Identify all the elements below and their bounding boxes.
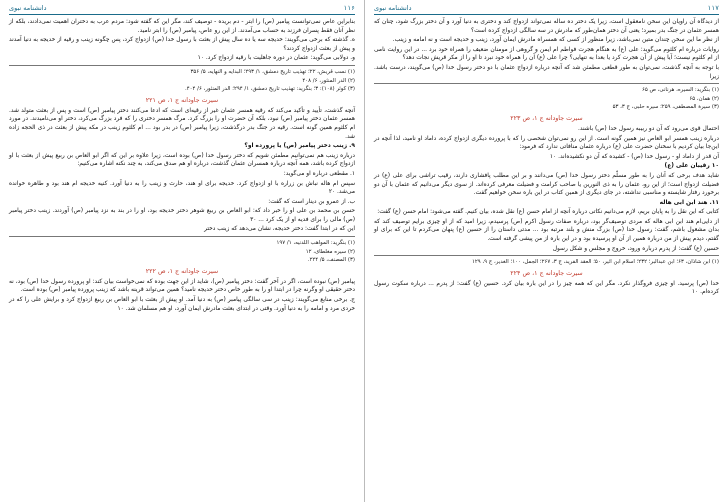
footnotes	[9, 239, 355, 265]
section-link[interactable]: سیرت جاودانه ج ۱، ص ۲۲۳	[510, 114, 583, 122]
paragraph: از نظر ما این سخن چندان متین نمی‌باشد، زیرا منظور از کسی که همسراه مادرش ایمان آورد، زینب و خدیجه است و نه امامه و زینب.	[392, 37, 719, 44]
section-link[interactable]: سیرت جاودانه ج ۱، ص ۲۲۲	[145, 267, 219, 275]
paragraph: کتابی که این نقل را به پایان بریم، لازم می‌دانیم نکاتی درباره آنچه از امام حسن (ع) نقل شده، بیان کنیم. گفته می‌شود: امام حسن (ع) گفت:	[377, 209, 719, 216]
footnote: (۱) نسب قریش، ۲۲؛ تهذیب تاریخ دمشق، ۱/ ۲۹۳؛ البدایه و النهایه، ۵/ ۳۵۶	[190, 68, 355, 75]
footnote: (۲) الدر المنثور، ۶/ ۴۰۸	[302, 77, 355, 84]
paragraph: خدا (ص) پرسید. او چیزی فروگذار نکرد. مگر این که همه چیز را در این باره بیان کرد. حسین (ع) گفت: از پدرم ... درباره سکوت رسول کرده‌ام. ۱۰	[374, 280, 719, 296]
paragraph: حسین (ع) گفت: از پدرم درباره ورود، خروج و مجلس و شکل رسول	[552, 245, 719, 252]
paragraph: بنابراین عاص نمی‌توانست پیامبر (ص) را ابتر - دم بریده - توصیف کند، مگر این که گفته شود: مردم عرب به دختران اهمیت نمی‌دادند، بلکه از نظر آنان فقط پسران فرزند به حساب می‌آمدند. از این رو عاص، پیامبر (ص) را ابتر نامید.	[9, 19, 355, 34]
header-title: دانشنامه نبوی	[374, 4, 412, 12]
header-rule	[9, 14, 355, 15]
subheading: ۹. زینب دختر پیامبر (ص) یا پرورده او؟	[244, 143, 355, 150]
subheading: ۱۰ رقیبان علی (ع)	[664, 163, 719, 170]
paragraph: این که در ابتدا گفت: دختر خدیجه، نشان می‌دهد که زینب دختر	[204, 226, 355, 233]
footnote: (۲) سیره مغلطای، ۱۲	[305, 248, 355, 255]
paragraph: ج. برخی منابع می‌گویند: زینب در سی سالگی پیامبر (ص) به دنیا آمد. او پیش از بعثت با ابو العاص بن ربیع ازدواج کرد و برایش علی را که در خردی مرد و امامه را به دنیا آورد. وقتی در ابتدای بعثت مادرش ایمان آورد، او هم مسلمان شد. ۱۰	[9, 297, 355, 312]
footnote: (۱) ابن شاذان، ۶۳؛ ابن عبدالبر؛ ۲۳۲؛ اسلام ابن اثیر، ۵۰؛ العقد الفرید، ج ۳، ۲۶۷؛ الجمل، ۱۰۰؛ الغدیر، ج ۹، ۱۲۹	[472, 259, 719, 266]
footnote: (۱) بنگرید: المواهب اللدنیه، ۱/ ۱۹۷	[276, 240, 355, 247]
paragraph: با توجه به آنچه گذشت، نمی‌توان به طور قطعی مطمئن شد که آنچه درباره ازدواج عثمان با دو دختر رسول خدا (ص) می‌گویند، درست باشد. زیرا	[374, 64, 719, 80]
paragraph: ه. گذشته که برخی می‌گویند: خدیجه سه یا ده سال پیش از بعثت با رسول خدا (ص) ازدواج کرد، پس چگونه زینب و رقیه از خدیجه به دنیا آمدند و پیش از بعثت ازدواج کردند؟	[9, 37, 355, 52]
paragraph: روایات درباره ام کلثوم می‌گوید: علی (ع) به هنگام هجرت فواطم ام ایمن و گروهی از مومنان ضعیف را همراه خود برد ... در این روایت نامی از ام کلثوم نیست؛ آیا پیش از آن هجرت کرد یا بعدا به تنهایی؟ چرا علی (ع) آن را همراه خود نبرد تا او را از مکر قریش نجات دهد؟	[374, 46, 719, 62]
paragraph: حسن بن محمد بن علی او را خبر داد که: ابو العاص بن ربیع شوهر دختر خدیجه بود، او را در بند به نزد پیامبر (ص) آوردند. زینب دختر پیامبر (ص) مالی را برای فدیه او از یک کرد ... ۳۰	[9, 208, 355, 223]
paragraph: و. دولابی می‌گوید: عثمان در دوره جاهلیت با رقیه ازدواج کرد. ۱۰	[197, 55, 355, 62]
section-link[interactable]: سیرت جاودانه ج ۱، ص ۲۲۱	[145, 96, 219, 104]
footnote-rule	[374, 255, 719, 256]
paragraph: از دایی‌ام هند ابن ابی هاله که مردی توصیف‌گر بود، درباره صفات رسول اکرم (ص) پرسیدم، زیرا امید که از او چیزی برایم توصیف کند که بدان مشغول باشم، گفت: رسول خدا (ص) بزرگ منش و بلند مرتبه بود ... مدتی داستان را از حسین (ع) پنهان می‌کردم تا این که برای او گفتم، دیدم پیش از من درباره همین از آن او پرسیده بود و در این باره از من پیشی گرفته است.	[374, 218, 719, 243]
paragraph: پیامبر (ص) نبوده است، اگر در آخر گفت: دختر پیامبر (ص)، شاید از این جهت بوده که نمی‌خواست بیان کند: او پرورده رسول خدا (ص) بود، نه دختر حقیقی او وگرنه چرا در ابتدا او را به طور خاص دختر خدیجه نامید؟ همین می‌تواند قرینه باشد که زینب پرورده پیامبر (ص) بوده است.	[9, 278, 355, 294]
section-link[interactable]: سیرت جاودانه ج ۱، ص ۲۲۴	[510, 269, 583, 277]
paragraph: درباره زینب هم نمی‌توانیم مطمئن شویم که دختر رسول خدا (ص) بوده است، زیرا علاوه بر این که اگر ابو العاص بن ربیع پیش از بعثت با او ازدواج کرده باشد، همه آنچه درباره همسران عثمان گذشت، درباره او هم صدق می‌کند، به چند نکته اشاره می‌کنیم:	[9, 152, 355, 168]
page-header	[9, 4, 355, 13]
footnote: (۳) کوثر (۱۰۸): ۳؛ بنگرید: تهذیب تاریخ دمشق، ۱/ ۲۹۴؛ الدر المنثور، ۶/ ۴۰۴.	[185, 86, 355, 93]
paragraph: شاید هدف برخی که آنان را به طور مسلّم دختر رسول خدا (ص) می‌دانند و بر این مطلب پافشاری دارند، رقیب تراشی برای علی (ع) در فضیلت ازدواج است؛ از این رو، عثمان را به ذی النورین یا صاحب کرامت و فضیلت معرفی کرده‌اند. از سوی دیگر می‌دانیم که عثمان با آن دو برخورد رفتار شایسته و مناسبی نداشته، در جای دیگری از همین کتاب در این باره سخن خواهیم گفت.	[374, 172, 719, 197]
subheading: ۱۱. هند ابن ابی هاله	[659, 199, 719, 206]
footnotes	[374, 86, 719, 112]
header-title: دانشنامه نبوی	[9, 4, 47, 12]
paragraph: آنچه گذشت، تأیید و تأکید می‌کند که رقیه همسر عثمان غیر از رقیه‌ای است که ادعا می‌کنند دختر پیامبر (ص) است و پس از بعثت متولد شد. همسر عثمان دختر پیامبر (ص) نبود، بلکه آن حضرت او را بزرگ کرد. مرگ همسر دختری را که فرد بزرگ می‌کرد، دختر او می‌نامیدند. در مورد ام کلثوم همین گونه است. رقیه در جنگ بدر درگذشت، زیرا پیامبر (ص) در بدر بود ... ام کلثوم زینب در مکه پیش از بعثت در ذی الحجه زاده شد.	[9, 107, 355, 140]
page-header	[374, 4, 719, 13]
footnote-rule	[9, 65, 355, 66]
page-number: ۱۱۶	[343, 4, 355, 12]
page-117	[364, 0, 728, 502]
footnote: (۳) سیرة المصطفی، ۲۵۹؛ سیره حلبی، ج ۳، ۵۳	[612, 104, 719, 111]
header-rule	[374, 14, 719, 15]
paragraph: ۱. مقطعی درباره او می‌گوید:	[283, 170, 355, 177]
paragraph: ب. از عمرو بن دینار است که گفت:	[268, 198, 355, 205]
paragraph: سپس ام هاله نباش بن زراره با او ازدواج کرد. خدیجه برای او هند، حارث و زینب را به دنیا آورد. کنیه خدیجه ام هند بود و طاهره خوانده می‌شد. ۲۰	[9, 180, 355, 196]
footnote-rule	[374, 83, 719, 84]
paragraph: آن قدر از داماد او - رسول خدا (ص) - کشیده که آن دو نکشیده‌اند. ۱۰	[549, 153, 719, 160]
footnote: (۳) المصنف، ۵/ ۲۲۴.	[307, 257, 355, 264]
footnote-rule	[9, 236, 355, 237]
paragraph: احتمال قوی می‌رود که آن دو ربیبه رسول خدا (ص) باشند.	[577, 125, 719, 132]
paragraph: از دیدگاه آن راویان این سخن نامعقول است، زیرا یک دختر ده ساله نمی‌تواند ازدواج کند و دختری به دنیا آورد و آن دختر بزرگ شود، چنان که همسر عثمان در جنگ بدر بمیرد؛ یعنی آن دختر همان‌طور که مادرش در سه سالگی ازدواج کرده است؟	[374, 19, 719, 34]
page-number: ۱۱۷	[707, 4, 719, 12]
footnote: (۲) همان، ۶۵	[689, 95, 719, 102]
footnotes	[9, 68, 355, 94]
footnote: (۱) بنگرید: السیره، هرنانی، ص ۶۵	[641, 87, 719, 94]
paragraph: درباره زینب همسر ابو العاص نیز همین گونه است. از این رو نمی‌توان شخصی را که با پرورده دیگری ازدواج کرده، داماد او نامید، لذا آنچه در این‌جا بیان کردیم با سخنان حضرت علی (ع) درباره عثمان منافاتی ندارد که فرمود:	[374, 135, 719, 151]
